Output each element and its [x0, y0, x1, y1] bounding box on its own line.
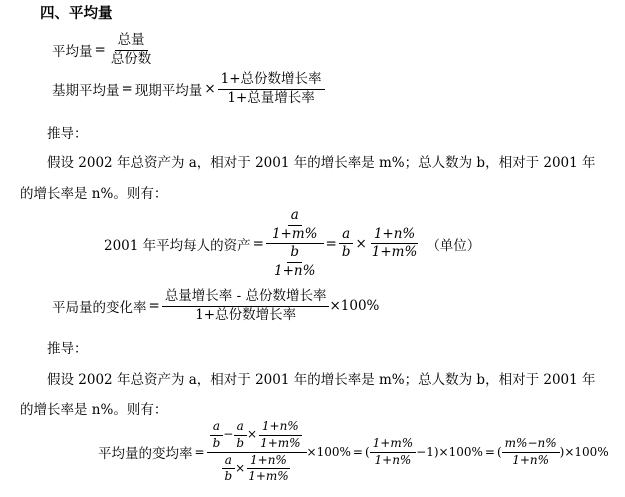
denominator: 1+n%: [274, 262, 316, 279]
formula-base-period-average: [52, 72, 325, 106]
numerator: 1+n%: [247, 454, 290, 470]
unit-note: （单位）: [426, 237, 481, 254]
compound-fraction: [207, 420, 307, 484]
denominator: 1+m%: [271, 225, 318, 242]
denominator: 总份数: [110, 50, 152, 67]
times-sign: ×: [235, 460, 246, 475]
fraction: [369, 227, 421, 261]
left-paren: (: [364, 445, 370, 460]
fraction: [339, 227, 354, 261]
paragraph-line: 的增长率是 n%。则有：: [20, 402, 168, 418]
denominator: [218, 453, 294, 485]
numerator: a: [222, 454, 235, 470]
formula-lhs: 2001 年平均每人的资产: [104, 237, 251, 254]
fraction: [271, 245, 318, 279]
times-hundred-percent: ×100%: [564, 445, 609, 460]
derive-label: 推导：: [47, 341, 88, 357]
denominator: 1+总量增长率: [227, 89, 315, 106]
numerator: a: [288, 208, 302, 226]
equals-sign: =: [121, 81, 133, 98]
fraction: [210, 420, 224, 451]
fraction: [370, 437, 416, 468]
minus-one-close: −1): [416, 445, 439, 460]
section-heading: 四、平均量: [40, 5, 113, 22]
derive-label: 推导：: [47, 126, 88, 142]
paragraph-line: 假设 2002 年总资产为 a，相对于 2001 年的增长率是 m%；总人数为 b，相对于 2001 年: [47, 155, 596, 171]
fraction: [108, 33, 155, 67]
fraction: [218, 72, 325, 106]
numerator: [207, 420, 307, 453]
compound-fraction: [266, 208, 324, 279]
paragraph-line: 的增长率是 n%。则有：: [20, 186, 168, 202]
equals-sign: =: [352, 445, 363, 460]
equals-sign: =: [148, 298, 160, 315]
times-hundred-percent: ×100%: [438, 445, 483, 460]
numerator: 1+总份数增长率: [218, 72, 325, 90]
paragraph-line: 假设 2002 年总资产为 a，相对于 2001 年的增长率是 m%；总人数为 b，相对于 2001 年: [47, 372, 596, 388]
numerator: 总量增长率 - 总份数增长率: [162, 289, 330, 307]
fraction: [257, 420, 303, 451]
numerator: 1+n%: [259, 420, 302, 436]
numerator: 1+n%: [371, 227, 418, 245]
formula-lhs: 平均量的变均率: [98, 446, 193, 463]
fraction: [162, 289, 330, 323]
numerator: 1+m%: [370, 437, 416, 453]
fraction: [502, 437, 560, 468]
equals-sign: =: [194, 445, 205, 460]
left-paren: (: [496, 445, 502, 460]
times-hundred-percent: ×100%: [306, 445, 351, 460]
formula-term: 现期平均量: [134, 83, 203, 100]
numerator: m%−n%: [502, 437, 560, 453]
numerator: a: [234, 420, 247, 436]
fraction: [221, 454, 235, 485]
formula-average-variation-rate: [98, 420, 609, 484]
times-hundred-percent: ×100%: [329, 298, 380, 315]
fraction: [269, 208, 321, 242]
formula-lhs: 基期平均量: [52, 83, 120, 100]
equals-sign: =: [252, 235, 264, 252]
times-sign: ×: [204, 81, 216, 98]
right-paren: ): [559, 445, 565, 460]
numerator: a: [210, 420, 223, 436]
formula-lhs: 平局量的变化率: [52, 300, 147, 317]
formula-lhs: 平均量: [52, 44, 93, 61]
denominator: 1+m%: [248, 469, 289, 484]
denominator: b: [236, 435, 244, 450]
fraction: [245, 454, 291, 485]
formula-per-capita-assets: [104, 208, 480, 279]
minus-sign: −: [223, 427, 234, 442]
denominator: 1+n%: [512, 452, 550, 467]
equals-sign: =: [94, 42, 106, 59]
equals-sign: =: [484, 445, 495, 460]
denominator: b: [212, 435, 221, 450]
denominator: b: [341, 244, 351, 261]
numerator: b: [287, 245, 302, 263]
numerator: [266, 208, 324, 244]
numerator: 总量: [115, 33, 148, 51]
times-sign: ×: [355, 235, 367, 252]
denominator: 1+n%: [374, 452, 412, 467]
times-sign: ×: [247, 427, 258, 442]
formula-average-change-rate: [52, 289, 379, 323]
denominator: 1+总份数增长率: [195, 306, 297, 323]
denominator: b: [224, 469, 233, 484]
fraction: [233, 420, 247, 451]
equals-sign: =: [325, 235, 337, 252]
denominator: [268, 244, 321, 279]
numerator: a: [339, 227, 353, 245]
formula-average: [52, 33, 154, 67]
denominator: 1+m%: [260, 435, 301, 450]
denominator: 1+m%: [371, 244, 418, 261]
